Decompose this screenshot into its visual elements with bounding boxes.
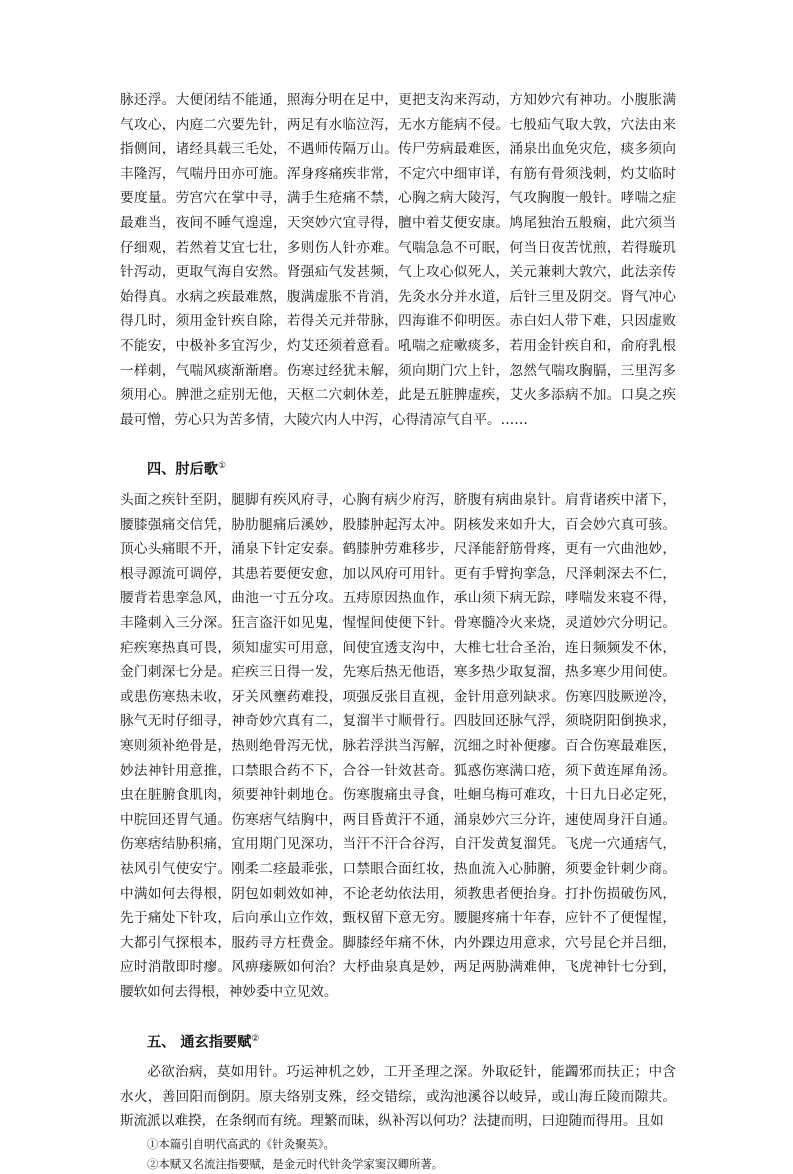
section4-heading-text: 四、肘后歌 bbox=[147, 462, 218, 479]
section5-footnote-mark: ② bbox=[251, 1033, 260, 1044]
footnotes bbox=[120, 1134, 676, 1174]
section4-body-text: 头面之疾针至阴，腿脚有疾风府寻，心胸有病少府泻，脐腹有病曲泉针。肩背诸疾中渚下，腰膝强痛交信凭，胁肋腿痛后溪妙，股膝肿起泻太冲。阴核发来如升大，百会妙穴真可骇。顶心头痛眼不开，涌泉下针定安泰。鹤膝肿劳难移步，尺泽能舒筋骨疼，更有一穴曲池妙，根寻源流可调停，其患若要便安愈，加以风府可用针。更有手臂拘挛急，尺泽刺深去不仁，腰背若患挛急风，曲池一寸五分攻。五痔原因热血作，承山须下病无踪，哮喘发来寝不得，丰隆刺入三分深。狂言盗汗如见鬼，惺惺间使便下针。骨寒髓冷火来烧，灵道妙穴分明记。疟疾寒热真可畏，须知虚实可用意，间使宜透支沟中，大椎七壮合圣治，连日频频发不休，金门刺深七分是。疟疾三日得一发，先寒后热无他语，寒多热少取复溜，热多寒少用间使。或患伤寒热未收，牙关风壅药难投，项强反张目直视，金针用意列缺求。伤寒四肢厥逆冷，脉气无时仔细寻，神奇妙穴真有二，复溜半寸顺骨行。四肢回还脉气浮，须晓阴阳倒换求，寒则须补绝骨是，热则绝骨泻无忧，脉若浮洪当泻解，沉细之时补便瘳。百合伤寒最难医，妙法神针用意推，口禁眼合药不下，合谷一针效甚奇。狐惑伤寒满口疮，须下黄连犀角汤。虫在脏腑食肌肉，须要神针刺地仓。伤寒腹痛虫寻食，吐蛔乌梅可难攻，十日九日必定死，中脘回还胃气通。伤寒痞气结胸中，两目昏黄汗不通，涌泉妙穴三分许，速使周身汗自通。伤寒痞结胁积痛，宜用期门见深功，当汗不汗合谷泻，自汗发黄复溜凭。飞虎一穴通痞气，祛风引气使安宁。刚柔二痉最乖张，口禁眼合面红妆，热血流入心肺腑，须要金针刺少商。中满如何去得根，阴包如刺效如神，不论老幼依法用，须教患者便抬身。打扑伤损破伤风，先于痛处下针攻，后向承山立作效，甄权留下意无穷。腰腿疼痛十年春，应针不了便惺惺，大都引气探根本，服药寻方枉费金。脚膝经年痛不休，内外踝边用意求，穴号昆仑并吕细，应时消散即时瘳。风痹痿厥如何治？大杼曲泉真是妙，两足两胁满难伸，飞虎神针七分到，腰软如何去得根，神妙委中立见效。 bbox=[120, 492, 676, 1000]
section4-footnote-mark: ① bbox=[217, 461, 227, 472]
section5-heading bbox=[120, 1027, 676, 1055]
footnote-1: ①本篇引自明代高武的《针灸聚英》。 bbox=[147, 1137, 335, 1152]
section4-heading bbox=[120, 454, 676, 482]
document-page bbox=[120, 88, 676, 1174]
section5-heading-text: 五、 通玄指要赋 bbox=[147, 1034, 252, 1051]
section5-body-text: 必欲治病，莫如用针。巧运神机之妙，工开圣理之深。外取砭针，能蠲邪而扶正；中含水火，善回阳而倒阴。原夫络别支殊，经交错综，或沟池溪谷以岐异，或山海丘陵而隙共。斯流派以难揆，在条纲而有统。理繁而昧，纵补泻以何功？法捷而明，曰迎随而得用。且如 bbox=[120, 1064, 676, 1130]
section3-continuation-text: 脉还浮。大便闭结不能通，照海分明在足中，更把支沟来泻动，方知妙穴有神功。小腹胀满气攻心，内庭二穴要先针，两足有水临泣泻，无水方能病不侵。七般疝气取大敦，穴法由来指侧间，诸经具载三毛处，不遇师传隔万山。传尸劳病最难医，涌泉出血免灾危，痰多须向丰隆泻，气喘丹田亦可施。浑身疼痛疾非常，不定穴中细审详，有筋有骨须浅刺，灼艾临时要度量。劳宫穴在掌中寻，满手生疮痛不禁，心胸之病大陵泻，气攻胸腹一般针。哮喘之症最难当，夜间不睡气遑遑，天突妙穴宜寻得，膻中着艾便安康。鸠尾独治五般痫，此穴须当仔细观，若然着艾宜七壮，多则伤人针亦难。气喘急急不可眠，何当日夜苦忧煎，若得璇玑针泻动，更取气海自安然。肾强疝气发甚频，气上攻心似死人，关元兼刺大敦穴，此法亲传始得真。水病之疾最难熬，腹满虚胀不肯消，先灸水分并水道，后针三里及阴交。肾气冲心得几时，须用金针疾自除，若得关元并带脉，四海谁不仰明医。赤白妇人带下难，只因虚败不能安，中极补多宜泻少，灼艾还须着意看。吼喘之症嗽痰多，若用金针疾自和，俞府乳根一样刺，气喘风痰渐渐磨。伤寒过经犹未解，须向期门穴上针，忽然气喘攻胸膈，三里泻多须用心。脾泄之症别无他，天枢二穴刺休差，此是五脏脾虚疾，艾火多添病不加。口臭之疾最可憎，劳心只为苦多情，大陵穴内人中泻，心得清凉气自平。…… bbox=[120, 92, 676, 428]
footnote-2: ②本赋又名流注指要赋，是金元时代针灸学家窦汉卿所著。 bbox=[147, 1157, 444, 1172]
